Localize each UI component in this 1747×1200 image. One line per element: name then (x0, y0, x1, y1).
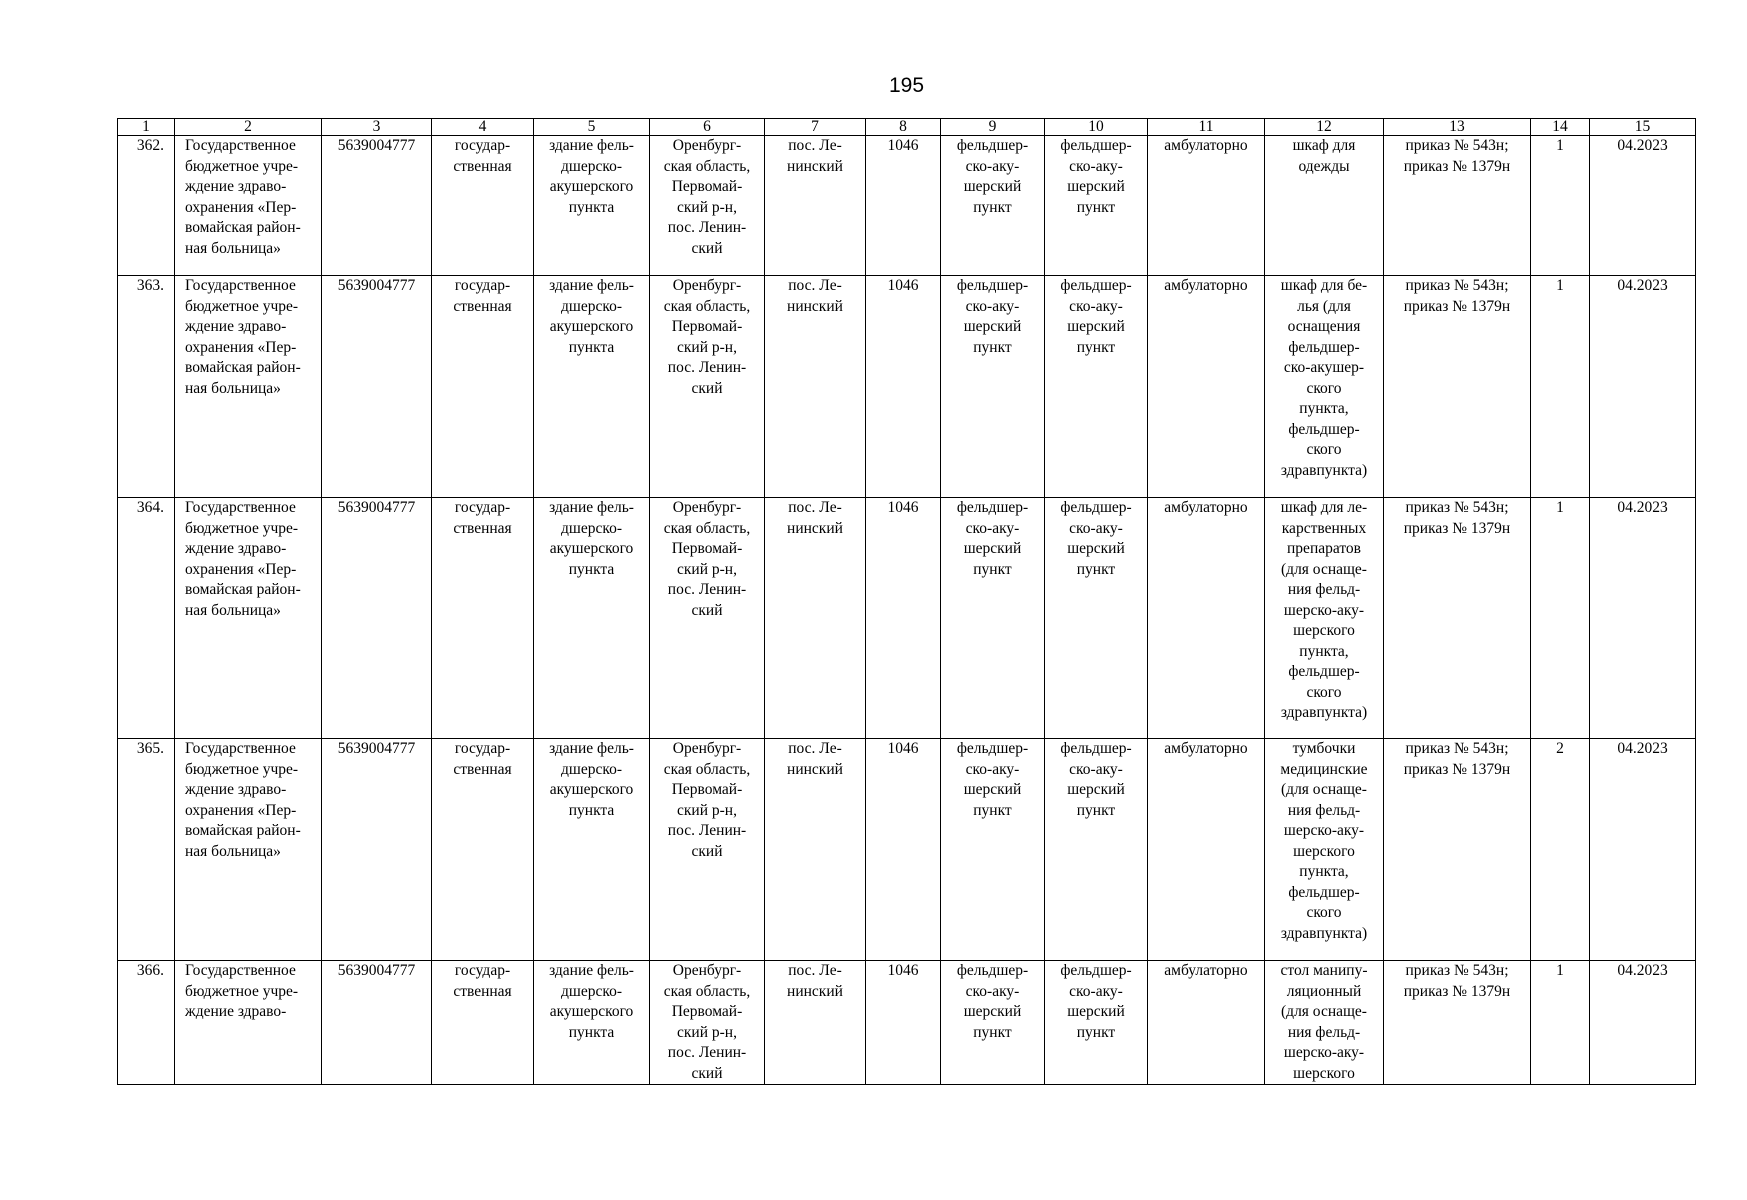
row-number-cell: 364. (118, 498, 175, 739)
column-number-header: 15 (1590, 119, 1696, 136)
quantity-cell: 1 (1531, 276, 1590, 498)
column-number-header: 6 (650, 119, 765, 136)
organization-cell: Государственное бюджетное учре- ждение здраво- охранения «Пер- вомайская район- ная больница» (175, 739, 322, 961)
unit-name-cell: фельдшер- ско-аку- шерский пункт (1045, 498, 1148, 739)
column-number-header: 4 (432, 119, 534, 136)
unit-name-cell: фельдшер- ско-аку- шерский пункт (1045, 276, 1148, 498)
row-number-cell: 363. (118, 276, 175, 498)
inn-cell: 5639004777 (322, 276, 432, 498)
object-cell: здание фель- дшерско- акушерского пункта (534, 961, 650, 1085)
quantity-cell: 1 (1531, 136, 1590, 276)
unit-type-cell: фельдшер- ско-аку- шерский пункт (941, 498, 1045, 739)
ownership-cell: государ- ственная (432, 136, 534, 276)
table-row (118, 136, 1696, 276)
ownership-cell: государ- ственная (432, 739, 534, 961)
inn-cell: 5639004777 (322, 961, 432, 1085)
object-cell: здание фель- дшерско- акушерского пункта (534, 276, 650, 498)
locality-cell: пос. Ле- нинский (765, 136, 866, 276)
basis-cell: приказ № 543н; приказ № 1379н (1384, 136, 1531, 276)
unit-type-cell: фельдшер- ско-аку- шерский пункт (941, 739, 1045, 961)
locality-cell: пос. Ле- нинский (765, 498, 866, 739)
code-cell: 1046 (866, 961, 941, 1085)
column-number-header: 11 (1148, 119, 1265, 136)
table-row (118, 498, 1696, 739)
organization-cell: Государственное бюджетное учре- ждение здраво- охранения «Пер- вомайская район- ная больница» (175, 276, 322, 498)
date-cell: 04.2023 (1590, 276, 1696, 498)
address-cell: Оренбург- ская область, Первомай- ский р-н, пос. Ленин- ский (650, 739, 765, 961)
ownership-cell: государ- ственная (432, 276, 534, 498)
inn-cell: 5639004777 (322, 136, 432, 276)
unit-name-cell: фельдшер- ско-аку- шерский пункт (1045, 739, 1148, 961)
column-number-header: 3 (322, 119, 432, 136)
organization-cell: Государственное бюджетное учре- ждение здраво- охранения «Пер- вомайская район- ная больница» (175, 498, 322, 739)
date-cell: 04.2023 (1590, 498, 1696, 739)
unit-type-cell: фельдшер- ско-аку- шерский пункт (941, 276, 1045, 498)
basis-cell: приказ № 543н; приказ № 1379н (1384, 276, 1531, 498)
basis-cell: приказ № 543н; приказ № 1379н (1384, 961, 1531, 1085)
column-number-header: 9 (941, 119, 1045, 136)
basis-cell: приказ № 543н; приказ № 1379н (1384, 498, 1531, 739)
locality-cell: пос. Ле- нинский (765, 276, 866, 498)
ownership-cell: государ- ственная (432, 498, 534, 739)
unit-name-cell: фельдшер- ско-аку- шерский пункт (1045, 136, 1148, 276)
column-number-header: 2 (175, 119, 322, 136)
code-cell: 1046 (866, 136, 941, 276)
page-number: 195 (888, 74, 925, 97)
organization-cell: Государственное бюджетное учре- ждение здраво- охранения «Пер- вомайская район- ная больница» (175, 136, 322, 276)
address-cell: Оренбург- ская область, Первомай- ский р-н, пос. Ленин- ский (650, 498, 765, 739)
column-number-header: 7 (765, 119, 866, 136)
quantity-cell: 1 (1531, 498, 1590, 739)
date-cell: 04.2023 (1590, 136, 1696, 276)
care-form-cell: амбулаторно (1148, 276, 1265, 498)
code-cell: 1046 (866, 739, 941, 961)
date-cell: 04.2023 (1590, 739, 1696, 961)
address-cell: Оренбург- ская область, Первомай- ский р-н, пос. Ленин- ский (650, 276, 765, 498)
column-number-header: 8 (866, 119, 941, 136)
code-cell: 1046 (866, 498, 941, 739)
quantity-cell: 2 (1531, 739, 1590, 961)
locality-cell: пос. Ле- нинский (765, 961, 866, 1085)
column-number-header-row (118, 119, 1696, 136)
equipment-cell: тумбочки медицинские (для оснаще- ния фельд- шерско-аку- шерского пункта, фельдшер- ского здравпункта) (1265, 739, 1384, 961)
care-form-cell: амбулаторно (1148, 136, 1265, 276)
row-number-cell: 365. (118, 739, 175, 961)
quantity-cell: 1 (1531, 961, 1590, 1085)
care-form-cell: амбулаторно (1148, 961, 1265, 1085)
care-form-cell: амбулаторно (1148, 498, 1265, 739)
equipment-cell: стол манипу- ляционный (для оснаще- ния фельд- шерско-аку- шерского (1265, 961, 1384, 1085)
column-number-header: 14 (1531, 119, 1590, 136)
unit-name-cell: фельдшер- ско-аку- шерский пункт (1045, 961, 1148, 1085)
basis-cell: приказ № 543н; приказ № 1379н (1384, 739, 1531, 961)
table-row (118, 961, 1696, 1085)
row-number-cell: 366. (118, 961, 175, 1085)
ownership-cell: государ- ственная (432, 961, 534, 1085)
equipment-cell: шкаф для одежды (1265, 136, 1384, 276)
column-number-header: 5 (534, 119, 650, 136)
column-number-header: 12 (1265, 119, 1384, 136)
column-number-header: 10 (1045, 119, 1148, 136)
organization-cell: Государственное бюджетное учре- ждение здраво- (175, 961, 322, 1085)
inn-cell: 5639004777 (322, 498, 432, 739)
equipment-cell: шкаф для бе- лья (для оснащения фельдшер- ско-акушер- ского пункта, фельдшер- ского здравпункта) (1265, 276, 1384, 498)
inn-cell: 5639004777 (322, 739, 432, 961)
unit-type-cell: фельдшер- ско-аку- шерский пункт (941, 961, 1045, 1085)
table-row (118, 276, 1696, 498)
date-cell: 04.2023 (1590, 961, 1696, 1085)
column-number-header: 1 (118, 119, 175, 136)
locality-cell: пос. Ле- нинский (765, 739, 866, 961)
object-cell: здание фель- дшерско- акушерского пункта (534, 498, 650, 739)
equipment-cell: шкаф для ле- карственных препаратов (для оснаще- ния фельд- шерско-аку- шерского пункта, фельдшер- ского здравпункта) (1265, 498, 1384, 739)
address-cell: Оренбург- ская область, Первомай- ский р-н, пос. Ленин- ский (650, 136, 765, 276)
column-number-header: 13 (1384, 119, 1531, 136)
object-cell: здание фель- дшерско- акушерского пункта (534, 739, 650, 961)
care-form-cell: амбулаторно (1148, 739, 1265, 961)
code-cell: 1046 (866, 276, 941, 498)
object-cell: здание фель- дшерско- акушерского пункта (534, 136, 650, 276)
row-number-cell: 362. (118, 136, 175, 276)
registry-table (117, 118, 1696, 1085)
address-cell: Оренбург- ская область, Первомай- ский р-н, пос. Ленин- ский (650, 961, 765, 1085)
table-row (118, 739, 1696, 961)
unit-type-cell: фельдшер- ско-аку- шерский пункт (941, 136, 1045, 276)
